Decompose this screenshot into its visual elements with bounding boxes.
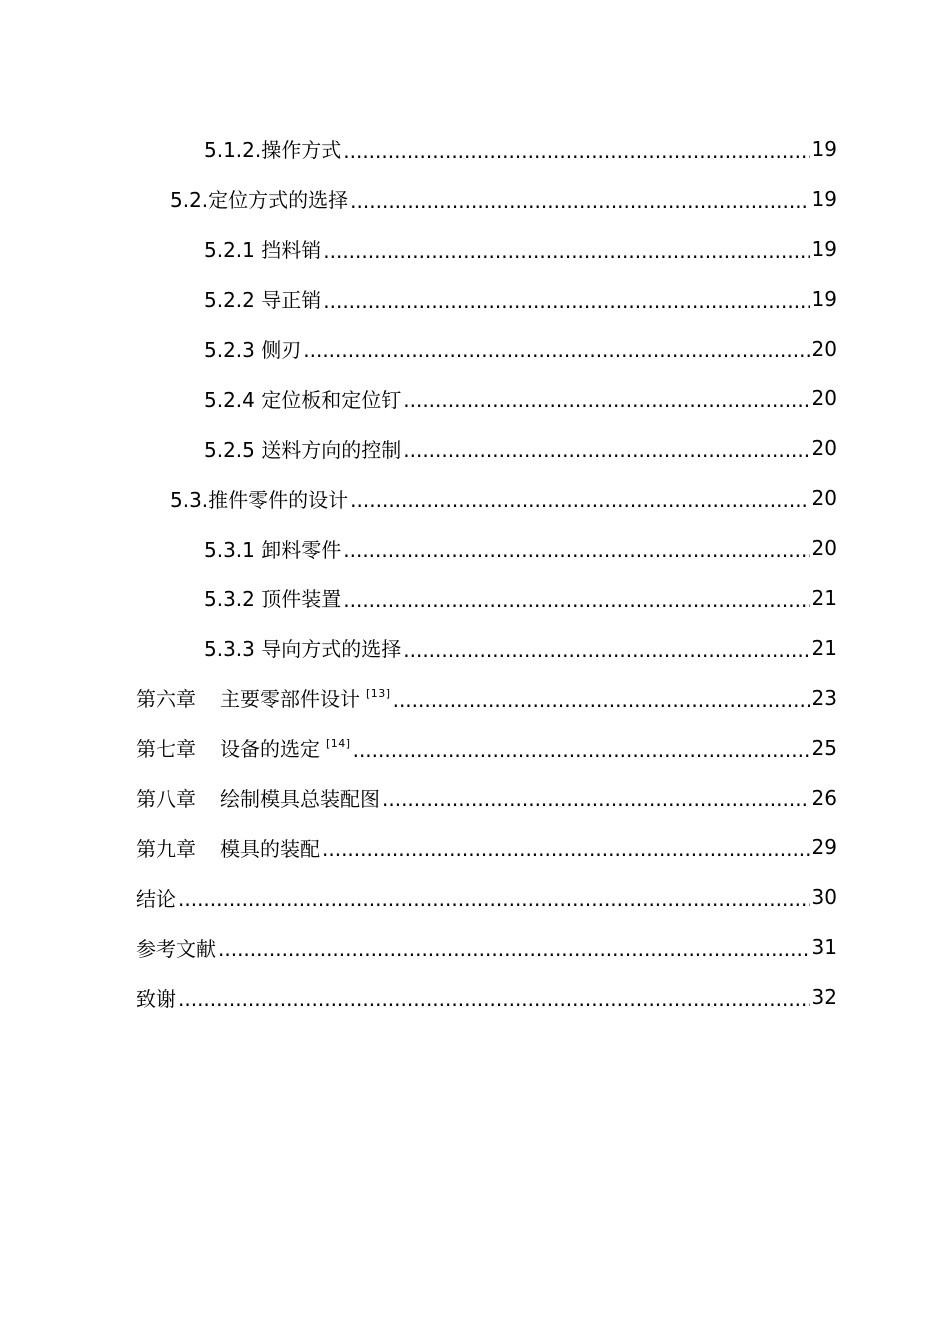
toc-entry-text: 定位方式的选择	[208, 188, 349, 213]
toc-entry-number: 5.2.	[170, 188, 209, 213]
toc-entry-text: 卸料零件	[261, 537, 342, 562]
toc-entry-number: 5.2.5	[204, 437, 262, 462]
toc-entry-number: 第六章	[136, 687, 196, 712]
toc-entry-number: 第八章	[136, 787, 196, 812]
toc-entry-title	[204, 583, 341, 612]
toc-entry-title	[136, 833, 320, 862]
toc-entry-text: 挡料销	[261, 238, 322, 263]
toc-entry-text: 导向方式的选择	[261, 637, 402, 662]
toc-entry-number: 5.3.1	[204, 537, 262, 562]
toc-entry-title	[136, 733, 351, 762]
dot-leader	[218, 939, 810, 972]
toc-entry-number: 5.3.	[170, 487, 209, 512]
toc-entry-title	[136, 883, 176, 912]
dot-leader	[343, 540, 809, 573]
toc-entry-text: 主要零部件设计	[220, 687, 360, 712]
toc-entry[interactable]	[0, 324, 950, 374]
toc-entry[interactable]	[0, 573, 950, 623]
toc-entry[interactable]	[0, 124, 950, 174]
toc-entry-number: 5.1.2.	[204, 138, 262, 163]
toc-page-number: 19	[811, 136, 837, 161]
toc-entry-text: 推件零件的设计	[208, 487, 349, 512]
toc-entry-title	[170, 184, 348, 213]
toc-entry-title	[136, 933, 216, 962]
toc-page-number: 20	[811, 486, 837, 511]
toc-entry[interactable]	[0, 224, 950, 274]
dot-leader	[382, 789, 810, 822]
toc-page-number: 20	[811, 386, 837, 411]
toc-entry-text: 侧刃	[261, 338, 302, 362]
toc-entry-text: 致谢	[136, 986, 176, 1011]
toc-page-number: 32	[811, 985, 837, 1010]
toc-entry-title	[204, 534, 341, 563]
dot-leader	[353, 740, 810, 773]
toc-page-number: 25	[811, 735, 837, 760]
toc-entry[interactable]	[0, 423, 950, 473]
dot-leader	[403, 440, 809, 473]
toc-entry-text: 模具的装配	[220, 836, 320, 861]
toc-page-number: 29	[811, 835, 837, 860]
toc-entry-number: 第七章	[136, 737, 196, 762]
toc-entry[interactable]	[0, 922, 950, 972]
toc-entry-text: 结论	[136, 886, 176, 911]
toc-entry-title	[204, 234, 321, 263]
toc-page-number: 21	[811, 635, 837, 660]
toc-entry[interactable]	[0, 523, 950, 573]
dot-leader	[178, 989, 810, 1022]
toc-entry-text: 送料方向的控制	[261, 437, 402, 462]
toc-page-number: 20	[811, 436, 837, 461]
toc-entry-text: 导正销	[261, 288, 322, 313]
toc-entry-title	[136, 783, 380, 812]
toc-entry-number: 5.3.2	[204, 587, 262, 612]
toc-entry-number: 5.3.3	[204, 637, 262, 662]
dot-leader	[403, 390, 809, 423]
dot-leader	[303, 340, 809, 373]
toc-entry-number: 5.2.2	[204, 288, 262, 313]
toc-entry-title	[204, 134, 341, 163]
toc-page-number: 19	[811, 236, 837, 261]
toc-page-number: 30	[811, 885, 837, 910]
toc-entry-text: 顶件装置	[261, 587, 342, 612]
toc-entry-number: 5.2.4	[204, 387, 262, 412]
dot-leader	[323, 291, 809, 324]
dot-leader	[350, 490, 809, 523]
toc-entry-title	[204, 434, 401, 463]
dot-leader	[403, 640, 809, 673]
toc-entry-title	[136, 983, 176, 1012]
citation-marker: [14]	[326, 737, 351, 751]
toc-page-number: 20	[811, 336, 837, 361]
toc-entry-text: 设备的选定	[220, 737, 320, 762]
toc-entry-text: 定位板和定位钉	[261, 387, 402, 412]
toc-page-number: 19	[811, 186, 837, 211]
toc-page-number: 19	[811, 286, 837, 311]
dot-leader	[322, 839, 810, 872]
dot-leader	[323, 241, 809, 274]
toc-entry-number: 5.2.1	[204, 238, 262, 263]
toc-page-number: 31	[811, 935, 837, 960]
toc-entry-title	[204, 334, 301, 363]
toc-entry-title	[170, 484, 348, 513]
toc-entry-number: 5.2.3	[204, 338, 262, 362]
table-of-contents	[0, 124, 950, 1022]
toc-entry[interactable]	[0, 723, 950, 773]
toc-entry-text: 操作方式	[261, 138, 342, 163]
toc-entry[interactable]	[0, 623, 950, 673]
toc-entry[interactable]	[0, 174, 950, 224]
toc-entry-title	[136, 683, 391, 712]
dot-leader	[393, 690, 810, 723]
dot-leader	[343, 590, 809, 623]
toc-entry[interactable]	[0, 972, 950, 1022]
toc-entry[interactable]	[0, 373, 950, 423]
toc-entry[interactable]	[0, 822, 950, 872]
dot-leader	[343, 141, 809, 174]
toc-entry[interactable]	[0, 274, 950, 324]
toc-page-number: 23	[811, 685, 837, 710]
toc-entry-title	[204, 633, 401, 662]
dot-leader	[350, 191, 809, 224]
toc-page-number: 21	[811, 585, 837, 610]
toc-entry[interactable]	[0, 872, 950, 922]
toc-entry-number: 第九章	[136, 836, 196, 861]
citation-marker: [13]	[366, 687, 391, 701]
toc-entry-text: 绘制模具总装配图	[220, 787, 380, 812]
dot-leader	[178, 889, 810, 922]
toc-page-number: 26	[811, 785, 837, 810]
toc-entry[interactable]	[0, 473, 950, 523]
toc-entry[interactable]	[0, 673, 950, 723]
toc-entry[interactable]	[0, 773, 950, 823]
toc-page-number: 20	[811, 536, 837, 561]
toc-entry-title	[204, 284, 321, 313]
toc-entry-text: 参考文献	[136, 936, 216, 961]
toc-entry-title	[204, 384, 401, 413]
